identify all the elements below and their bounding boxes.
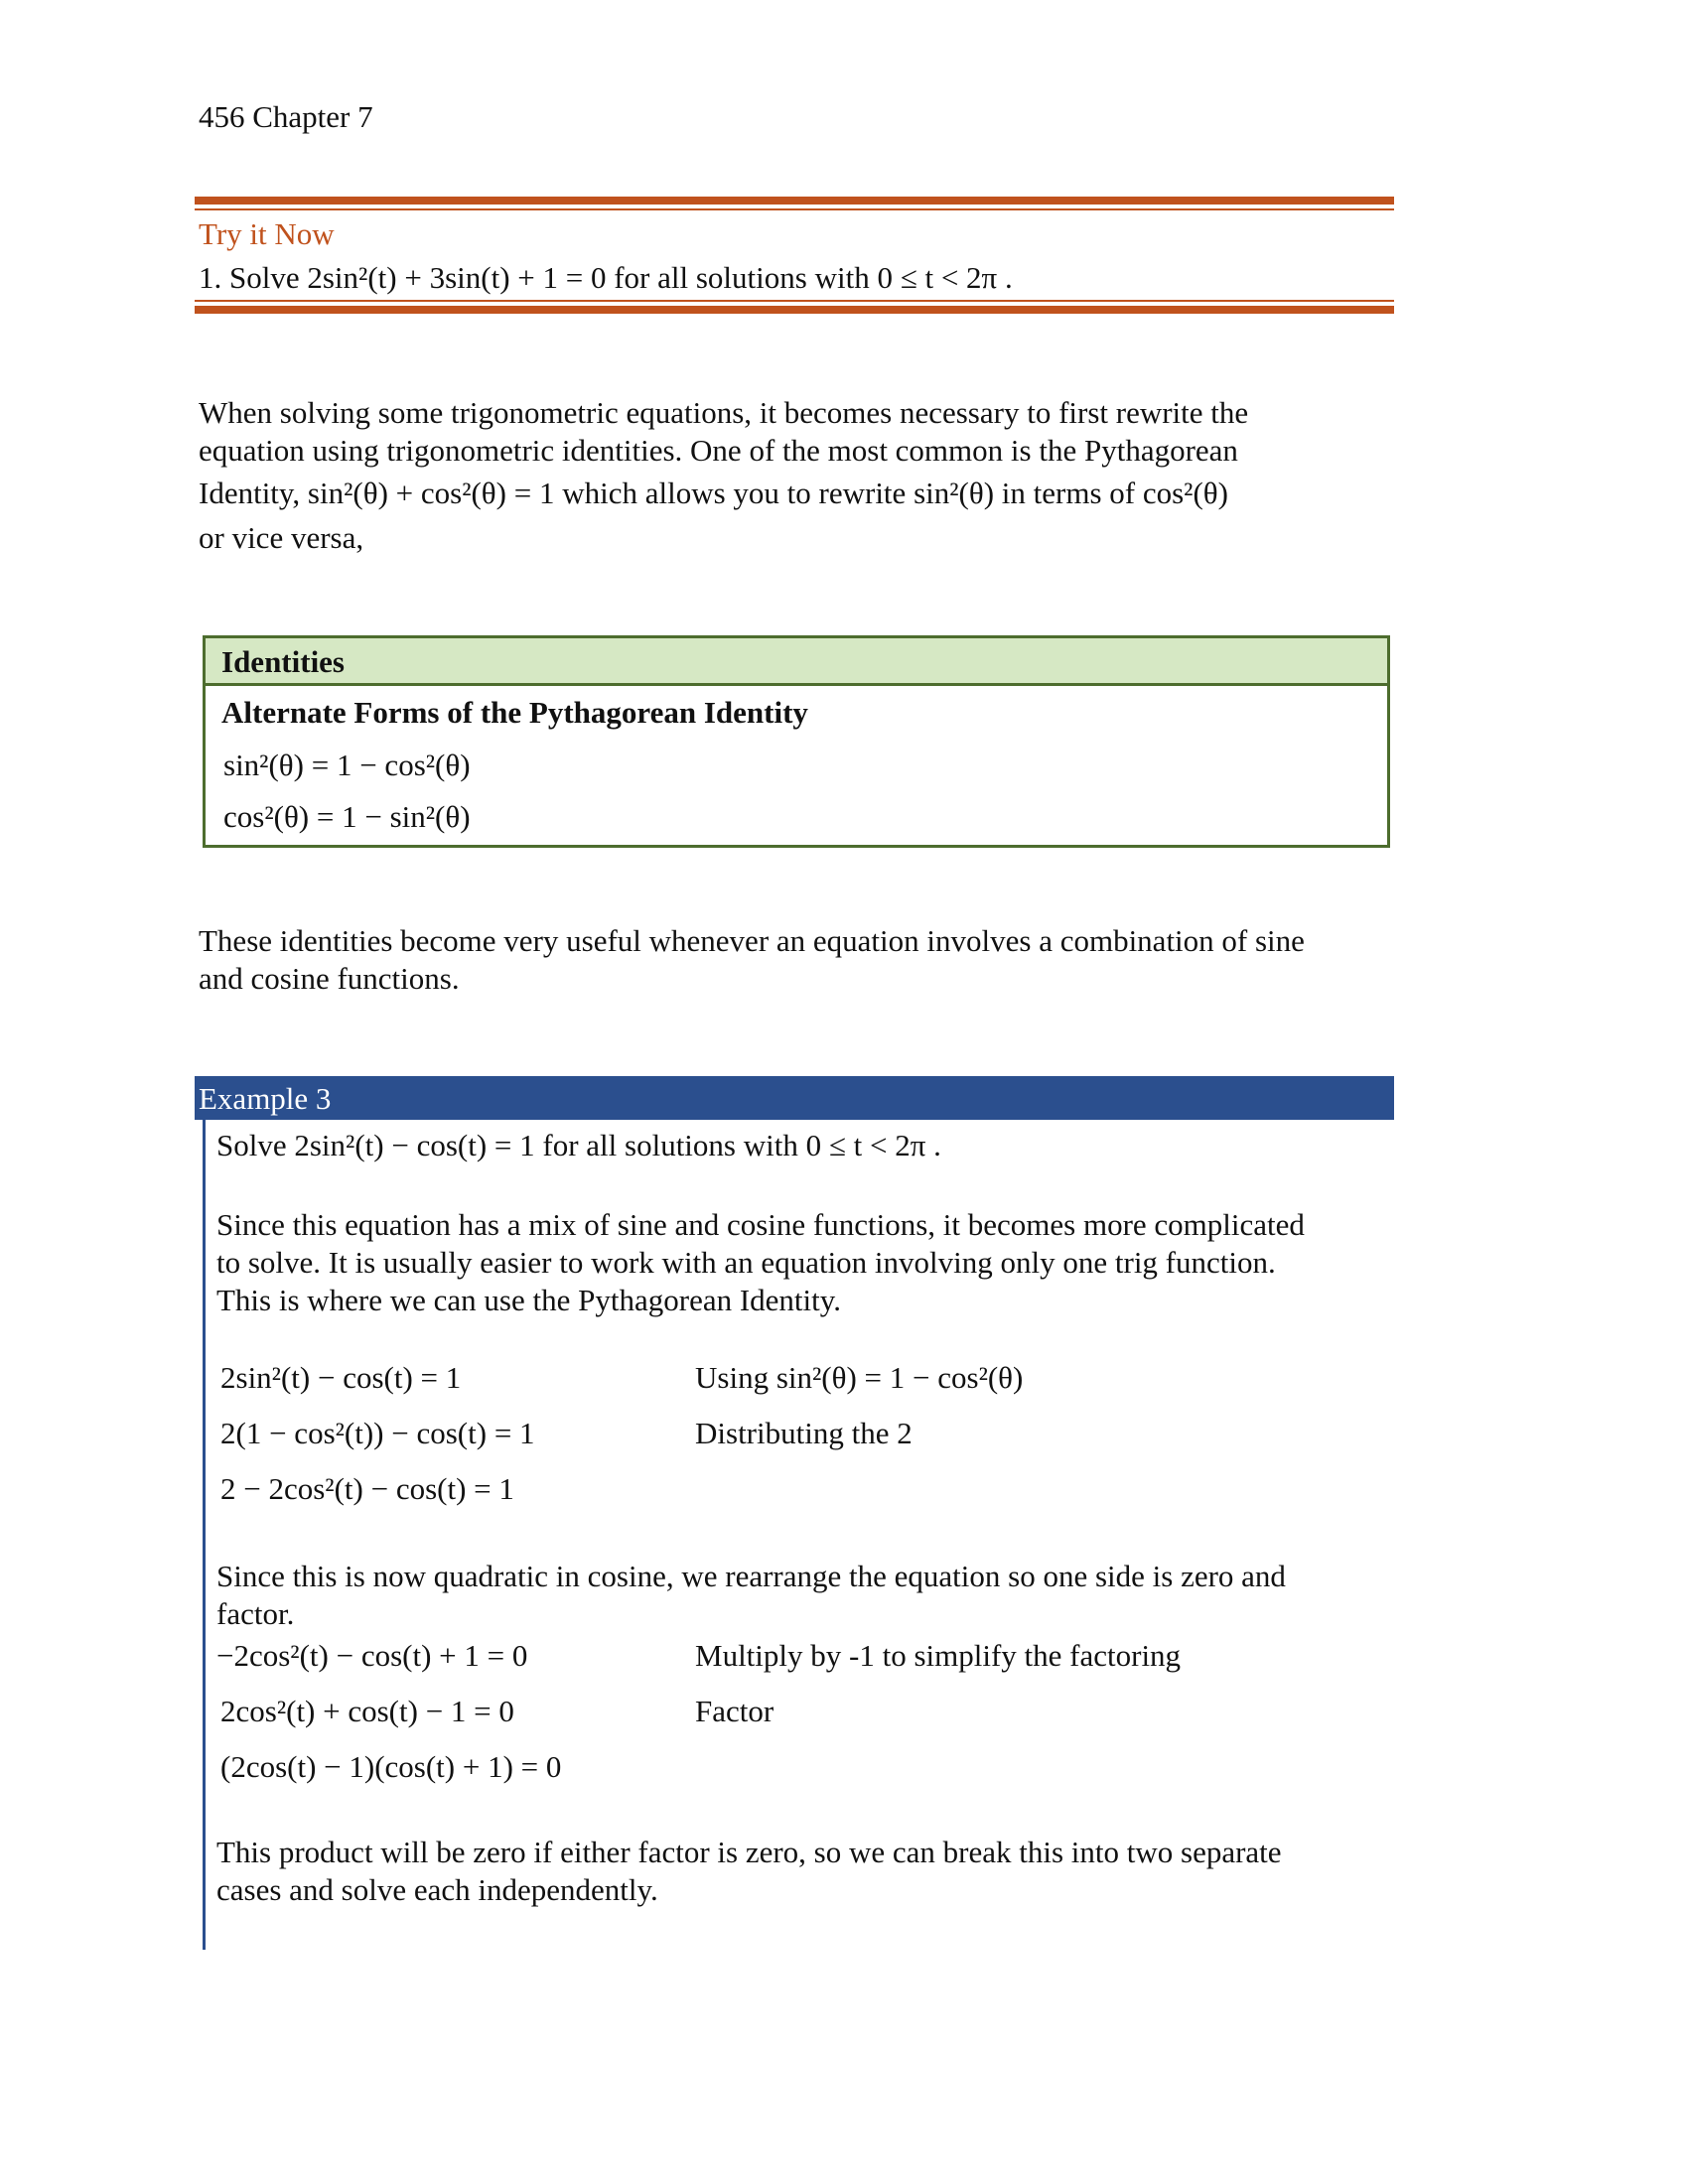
identities-subheading: Alternate Forms of the Pythagorean Identity [221, 695, 808, 730]
bottom-rule-thick [195, 306, 1394, 314]
example-para3-line-1: This product will be zero if either factor is zero, so we can break this into two separate [216, 1835, 1282, 1869]
page-header: 456 Chapter 7 [199, 99, 373, 134]
identities-heading: Identities [221, 644, 345, 679]
identities-header [206, 638, 1387, 686]
identities-box [203, 635, 1390, 848]
step3-eq: 2 − 2cos²(t) − cos(t) = 1 [220, 1471, 514, 1506]
example-para3-line-2: cases and solve each independently. [216, 1872, 658, 1907]
example-header [195, 1076, 1394, 1120]
example-heading: Example 3 [199, 1081, 332, 1116]
intro-line-3 [199, 474, 1410, 512]
after-identities-line-1: These identities become very useful whenever an equation involves a combination of sine [199, 923, 1305, 958]
sin-squared-term: sin²(θ) [914, 476, 995, 510]
pythagorean-identity-eq: sin²(θ) + cos²(θ) = 1 [307, 476, 555, 510]
step1-note: Using sin²(θ) = 1 − cos²(θ) [695, 1360, 1024, 1395]
step2-note: Distributing the 2 [695, 1416, 913, 1450]
step6-eq: (2cos(t) − 1)(cos(t) + 1) = 0 [220, 1749, 562, 1784]
top-rule-thin [195, 208, 1394, 210]
top-rule-thick [195, 197, 1394, 205]
example-para1-line-2: to solve. It is usually easier to work with an equation involving only one trig function. [216, 1245, 1276, 1280]
example-para2-line-2: factor. [216, 1596, 295, 1631]
bottom-rule-thin [195, 300, 1394, 302]
step5-note: Factor [695, 1694, 774, 1728]
step4-note: Multiply by -1 to simplify the factoring [695, 1638, 1182, 1673]
step4-eq: −2cos²(t) − cos(t) + 1 = 0 [216, 1638, 528, 1673]
cos-squared-term: cos²(θ) [1142, 476, 1228, 510]
example-left-bar [203, 1120, 206, 1950]
intro-line-4: or vice versa, [199, 520, 364, 555]
example-para1-line-3: This is where we can use the Pythagorean Identity. [216, 1283, 841, 1317]
after-identities-line-2: and cosine functions. [199, 961, 460, 996]
step1-eq: 2sin²(t) − cos(t) = 1 [220, 1360, 462, 1395]
example-problem: Solve 2sin²(t) − cos(t) = 1 for all solutions with 0 ≤ t < 2π . [216, 1128, 941, 1162]
intro-line-3c: in terms of [994, 476, 1143, 510]
identity-eq-2: cos²(θ) = 1 − sin²(θ) [223, 799, 471, 834]
intro-line-3a: Identity, [199, 476, 308, 510]
intro-line-1: When solving some trigonometric equations, it becomes necessary to first rewrite the [199, 395, 1249, 430]
intro-line-2: equation using trigonometric identities. One of the most common is the Pythagorean [199, 433, 1238, 468]
intro-line-3b: which allows you to rewrite [554, 476, 914, 510]
step5-eq: 2cos²(t) + cos(t) − 1 = 0 [220, 1694, 514, 1728]
try-it-now-title: Try it Now [199, 216, 335, 251]
step2-eq: 2(1 − cos²(t)) − cos(t) = 1 [220, 1416, 535, 1450]
try-it-now-problem: 1. Solve 2sin²(t) + 3sin(t) + 1 = 0 for all solutions with 0 ≤ t < 2π . [199, 260, 1013, 295]
example-para2-line-1: Since this is now quadratic in cosine, we rearrange the equation so one side is zero and [216, 1559, 1286, 1593]
example-para1-line-1: Since this equation has a mix of sine and cosine functions, it becomes more complicated [216, 1207, 1305, 1242]
identity-eq-1: sin²(θ) = 1 − cos²(θ) [223, 748, 471, 782]
